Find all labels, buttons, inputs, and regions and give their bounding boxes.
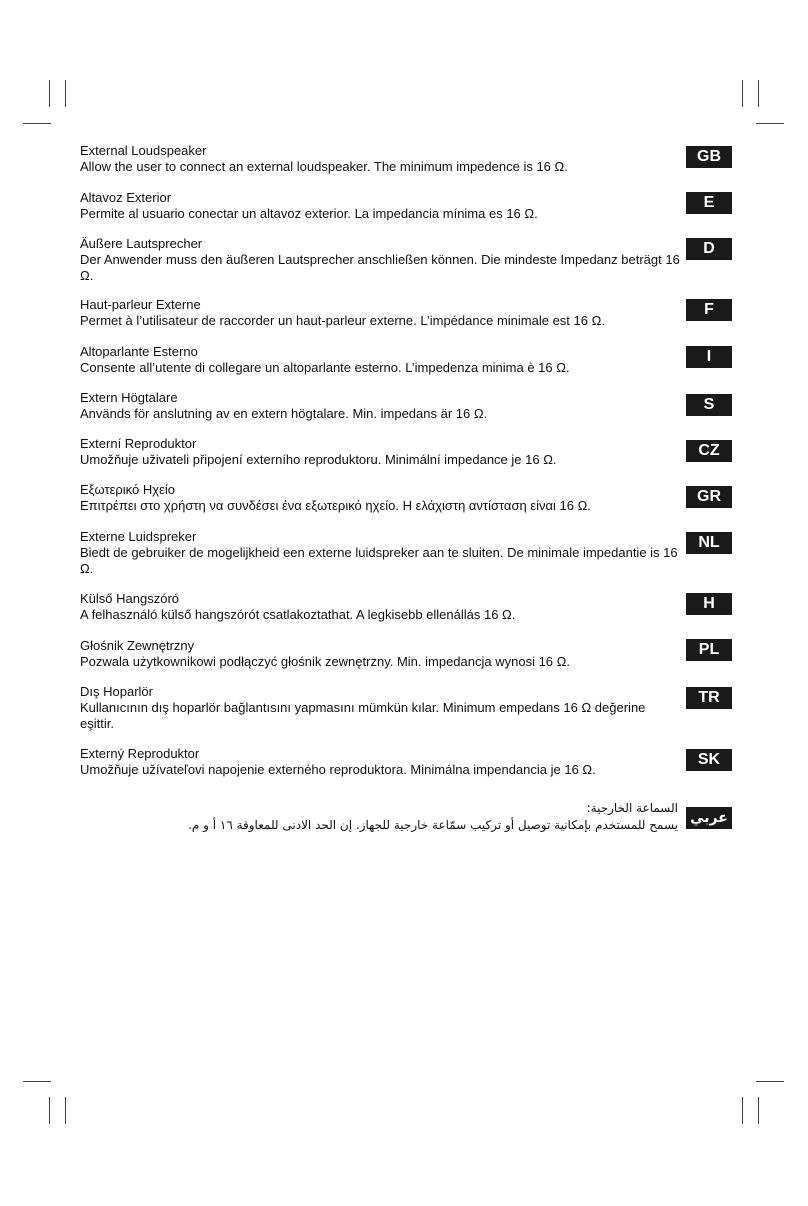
crop-mark xyxy=(758,1097,759,1124)
section-body: Pozwala użytkownikowi podłączyć głośnik zewnętrzny. Min. impedancja wynosi 16 Ω. xyxy=(80,654,570,669)
section-body: Consente all’utente di collegare un altoparlante esterno. L’impedenza minima è 16 Ω. xyxy=(80,360,570,375)
language-badge-tr: TR xyxy=(686,687,732,709)
section-title: Głośnik Zewnętrzny xyxy=(80,638,195,653)
section-e xyxy=(80,190,680,222)
crop-mark xyxy=(49,80,50,107)
section-body: Permite al usuario conectar un altavoz exterior. La impedancia mínima es 16 Ω. xyxy=(80,206,538,221)
language-badge-s: S xyxy=(686,394,732,416)
crop-mark xyxy=(49,1097,50,1124)
section-title: Altoparlante Esterno xyxy=(80,344,198,359)
section-title: Külső Hangszóró xyxy=(80,591,179,606)
section-i xyxy=(80,344,680,376)
section-gb xyxy=(80,143,680,175)
section-title: Extern Högtalare xyxy=(80,390,178,405)
crop-mark xyxy=(756,1081,784,1082)
section-sk xyxy=(80,746,680,778)
section-gr xyxy=(80,482,680,514)
section-title: السماعة الخارجية: xyxy=(586,801,678,815)
section-arabic xyxy=(60,800,678,834)
section-body: Permet à l’utilisateur de raccorder un haut-parleur externe. L’impédance minimale est 16 Ω. xyxy=(80,313,605,328)
crop-mark xyxy=(742,1097,743,1124)
section-title: Äußere Lautsprecher xyxy=(80,236,203,251)
section-title: Haut-parleur Externe xyxy=(80,297,201,312)
language-badge-h: H xyxy=(686,593,732,615)
crop-mark xyxy=(23,123,51,124)
section-title: Externí Reproduktor xyxy=(80,436,197,451)
section-title: Dış Hoparlör xyxy=(80,684,153,699)
crop-mark xyxy=(65,80,66,107)
section-title: Externe Luidspreker xyxy=(80,529,197,544)
language-badge-f: F xyxy=(686,299,732,321)
crop-mark xyxy=(756,123,784,124)
language-badge-i: I xyxy=(686,346,732,368)
section-body: Επιτρέπει στο χρήστη να συνδέσει ένα εξωτερικό ηχείο. Η ελάχιστη αντίσταση είναι 16 Ω. xyxy=(80,498,591,513)
language-badge-e: E xyxy=(686,192,732,214)
section-f xyxy=(80,297,680,329)
section-pl xyxy=(80,638,680,670)
section-nl xyxy=(80,529,680,577)
section-body: Umožňuje uživateli připojení externího reproduktoru. Minimální impedance je 16 Ω. xyxy=(80,452,557,467)
language-badge-nl: NL xyxy=(686,532,732,554)
section-body: A felhasználó külső hangszórót csatlakoztathat. A legkisebb ellenállás 16 Ω. xyxy=(80,607,516,622)
language-badge-sk: SK xyxy=(686,749,732,771)
section-body: Umožňuje užívateľovi napojenie externého reproduktora. Minimálna impendancia je 16 Ω. xyxy=(80,762,596,777)
crop-mark xyxy=(758,80,759,107)
section-s xyxy=(80,390,680,422)
language-badge-cz: CZ xyxy=(686,440,732,462)
section-body: Används för anslutning av en extern högtalare. Min. impedans är 16 Ω. xyxy=(80,406,488,421)
crop-mark xyxy=(65,1097,66,1124)
section-d xyxy=(80,236,680,284)
section-title: Εξωτερικό Ηχείο xyxy=(80,482,175,497)
section-title: Altavoz Exterior xyxy=(80,190,172,205)
section-title: Externý Reproduktor xyxy=(80,746,200,761)
section-body: Kullanıcının dış hoparlör bağlantısını yapmasını mümkün kılar. Minimum empedans 16 Ω değerine eşittir. xyxy=(80,700,646,731)
language-badge-gb: GB xyxy=(686,146,732,168)
section-tr xyxy=(80,684,680,732)
language-badge-d: D xyxy=(686,238,732,260)
section-title: External Loudspeaker xyxy=(80,143,207,158)
section-h xyxy=(80,591,680,623)
language-badge-arabic: عربي xyxy=(686,807,732,829)
crop-mark xyxy=(742,80,743,107)
section-body: Biedt de gebruiker de mogelijkheid een externe luidspreker aan te sluiten. De minimale impedantie is 16 Ω. xyxy=(80,545,678,576)
language-badge-pl: PL xyxy=(686,639,732,661)
section-cz xyxy=(80,436,680,468)
section-body: Allow the user to connect an external loudspeaker. The minimum impedence is 16 Ω. xyxy=(80,159,568,174)
section-body: يسمح للمستخدم بإمكانية توصيل أو تركيب سمّاعة خارجية للجهاز. إن الحد الادنى للمعاوقة ١٦ أ و م. xyxy=(188,818,678,832)
language-badge-gr: GR xyxy=(686,486,732,508)
section-body: Der Anwender muss den äußeren Lautsprecher anschließen können. Die mindeste Impedanz beträgt 16 Ω. xyxy=(80,252,680,283)
crop-mark xyxy=(23,1081,51,1082)
